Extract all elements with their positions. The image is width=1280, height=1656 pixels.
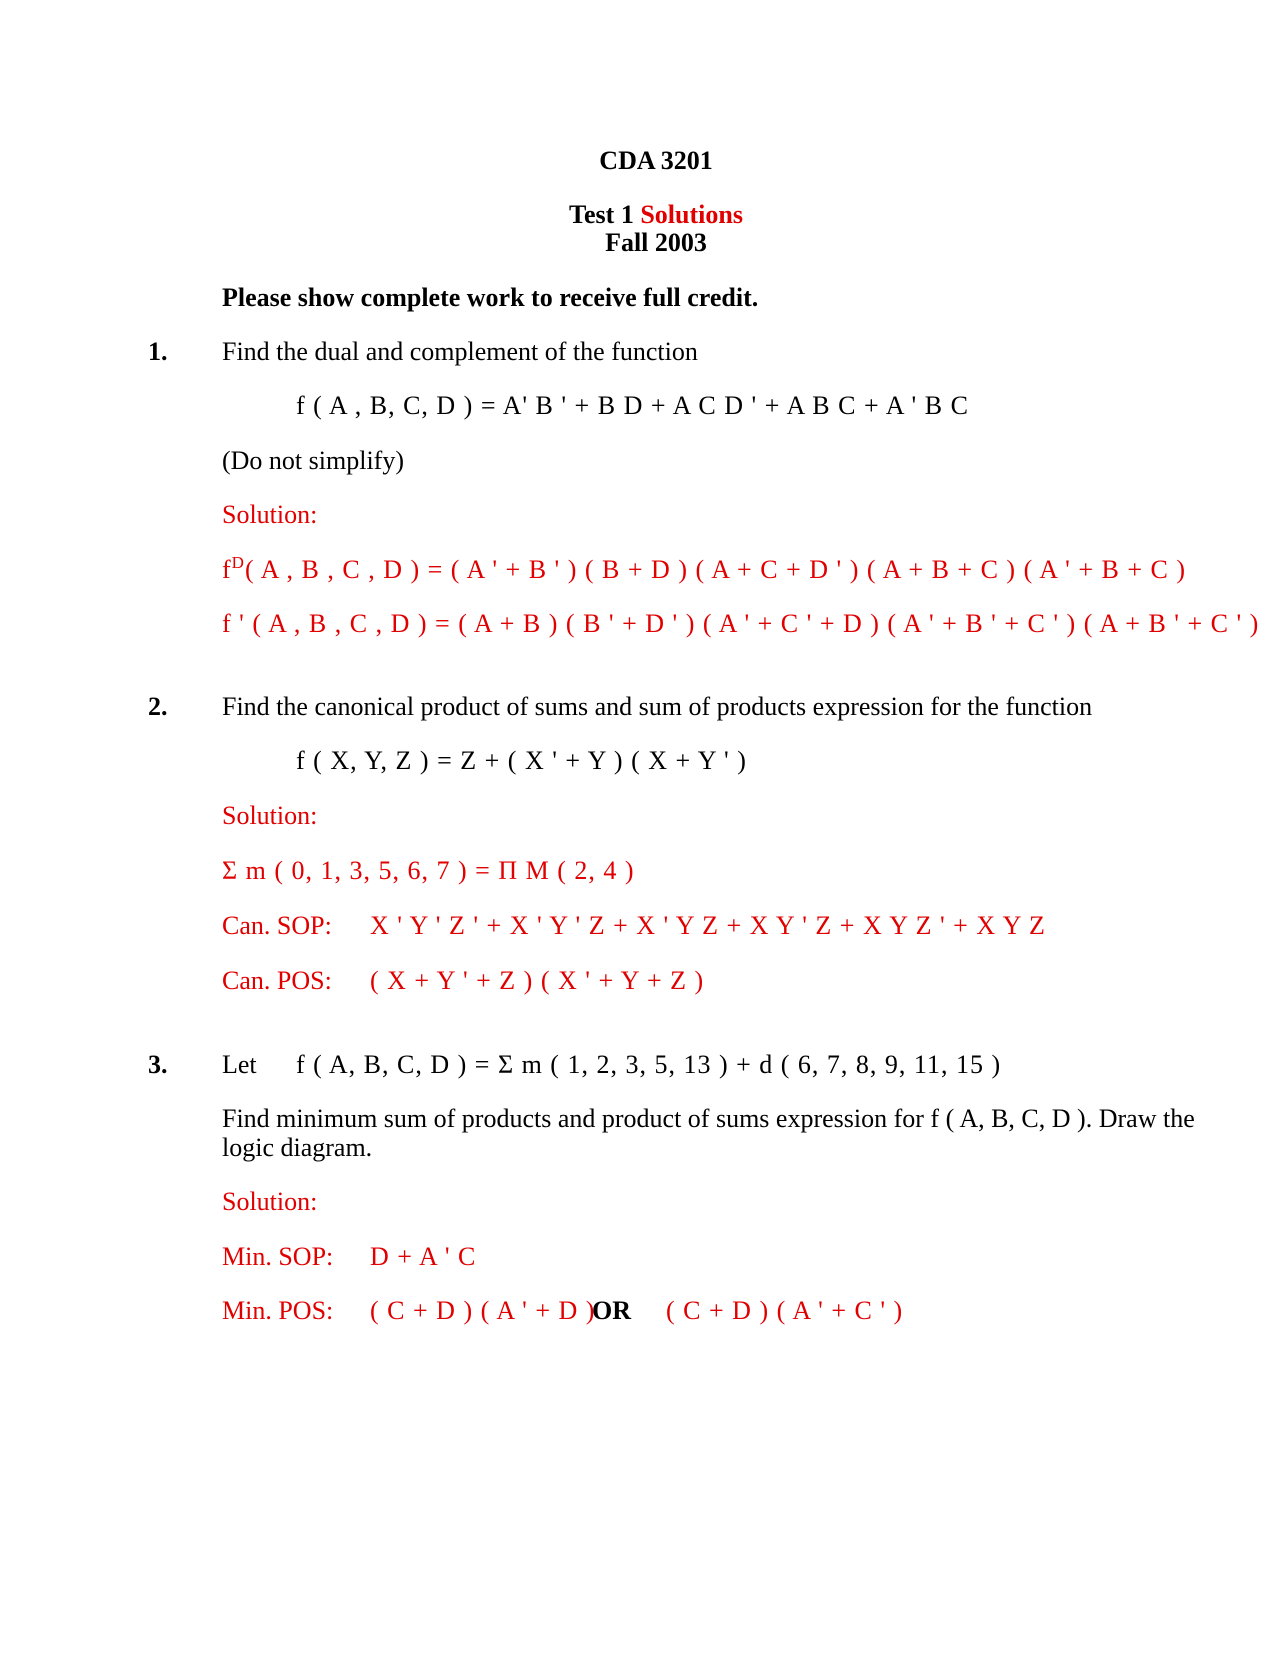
q2-sop-label: Can. SOP: [222,911,332,940]
q1-note: (Do not simplify) [222,446,404,475]
q1-dual [222,555,1186,585]
q3-number: 3. [148,1050,168,1079]
test-prefix: Test 1 [569,200,634,229]
q1-prompt: Find the dual and complement of the function [222,337,698,366]
q2-pos: ( X + Y ' + Z ) ( X ' + Y + Z ) [370,966,705,995]
q3-let: Let [222,1050,257,1079]
test-solutions: Solutions [640,200,743,229]
q3-pos-label: Min. POS: [222,1296,334,1325]
q1-function: f ( A , B, C, D ) = A' B ' + B D + A C D ' + A B C + A ' B C [296,391,969,420]
q3-solution-label: Solution: [222,1187,318,1216]
q1-complement: f ' ( A , B , C , D ) = ( A + B ) ( B ' + D ' ) ( A ' + C ' + D ) ( A ' + B ' + C ' ) ( A + B ' + C ' ) [222,609,1260,638]
q3-sop: D + A ' C [370,1242,477,1271]
q3-pos-2: ( C + D ) ( A ' + C ' ) [666,1296,904,1325]
instruction: Please show complete work to receive full credit. [222,283,759,312]
q3-prompt-line2: logic diagram. [222,1133,373,1162]
q2-sop: X ' Y ' Z ' + X ' Y ' Z + X ' Y Z + X Y ' Z + X Y Z ' + X Y Z [370,911,1046,940]
q2-solution-label: Solution: [222,801,318,830]
q3-prompt-line1: Find minimum sum of products and product of sums expression for f ( A, B, C, D ). Draw the [222,1104,1195,1133]
q1-dual-rest: ( A , B , C , D ) = ( A ' + B ' ) ( B + D ) ( A + C + D ' ) ( A + B + C ) ( A ' + B + C ) [244,555,1186,584]
q3-or: OR [592,1296,631,1325]
course-title: CDA 3201 [599,146,713,175]
test-title [0,200,1280,230]
q1-dual-sup: D [231,553,245,572]
q1-dual-f: f [222,555,232,584]
q2-pos-label: Can. POS: [222,966,332,995]
q2-function: f ( X, Y, Z ) = Z + ( X ' + Y ) ( X + Y ' ) [296,746,747,775]
q1-solution-label: Solution: [222,500,318,529]
q3-function: f ( A, B, C, D ) = Σ m ( 1, 2, 3, 5, 13 ) + d ( 6, 7, 8, 9, 11, 15 ) [296,1050,1002,1079]
q3-sop-label: Min. SOP: [222,1242,334,1271]
q1-number: 1. [148,337,168,366]
q3-pos-1: ( C + D ) ( A ' + D ) [370,1296,596,1325]
q2-prompt: Find the canonical product of sums and sum of products expression for the function [222,692,1093,721]
q2-number: 2. [148,692,168,721]
q2-minterms: Σ m ( 0, 1, 3, 5, 6, 7 ) = Π M ( 2, 4 ) [222,856,635,885]
term: Fall 2003 [605,228,707,257]
